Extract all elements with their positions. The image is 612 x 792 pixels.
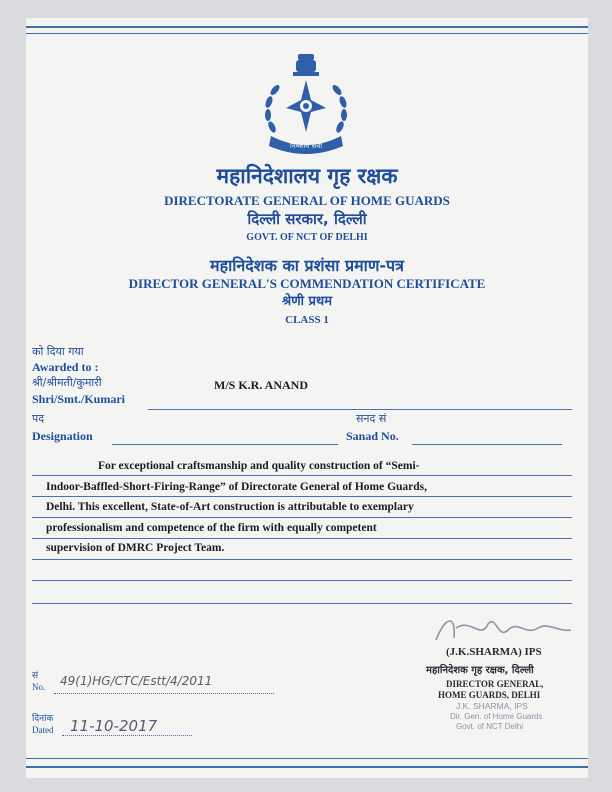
citation-line: Delhi. This excellent, State-of-Art construction is attributable to exemplary — [46, 501, 414, 513]
reference-no-label-hindi: सं — [32, 671, 39, 681]
svg-text:निष्काम सेवा: निष्काम सेवा — [289, 142, 323, 150]
org-name-english: DIRECTORATE GENERAL OF HOME GUARDS — [164, 193, 450, 208]
stamp-line1: Dir. Gen. of Home Guards — [450, 712, 543, 721]
sanad-label: Sanad No. — [346, 429, 399, 443]
citation-line: Indoor-Baffled-Short-Firing-Range” of Directorate General of Home Guards, — [46, 480, 428, 493]
class-hindi: श्रेणी प्रथम — [282, 294, 332, 309]
signatory-title-hindi: महानिदेशक गृह रक्षक, दिल्ली — [426, 665, 534, 676]
citation-rule — [32, 496, 572, 497]
stamp-name: J.K. SHARMA, IPS — [456, 701, 528, 711]
citation-rule — [32, 580, 572, 581]
citation-paragraph — [46, 456, 568, 559]
citation-rule — [32, 603, 572, 604]
designation-label-hindi: पद — [32, 412, 45, 425]
citation-line: For exceptional craftsmanship and quality construction of “Semi- — [98, 460, 420, 472]
org-name-hindi: महानिदेशालय गृह रक्षक — [216, 164, 398, 188]
stamp-line2: Govt. of NCT Delhi — [456, 722, 523, 731]
title-label-hindi: श्री/श्रीमती/कुमारी — [32, 376, 102, 389]
date-label-hindi: दिनांक — [32, 714, 54, 724]
class-english: CLASS 1 — [285, 314, 329, 326]
reference-no-underline — [54, 693, 274, 694]
govt-name-hindi: दिल्ली सरकार, दिल्ली — [247, 210, 367, 228]
bottom-border-rule-inner — [26, 758, 588, 759]
date-underline — [62, 735, 192, 736]
signatory-name: (J.K.SHARMA) IPS — [446, 646, 542, 658]
top-border-rule — [26, 26, 588, 28]
govt-name-english: GOVT. OF NCT OF DELHI — [246, 232, 368, 243]
certificate-title-english: DIRECTOR GENERAL'S COMMENDATION CERTIFICATE — [128, 276, 486, 291]
date-value: 11-10-2017 — [70, 717, 158, 735]
signatory-title-line1: DIRECTOR GENERAL, — [446, 679, 544, 689]
designation-label: Designation — [32, 429, 93, 443]
signature-icon — [426, 610, 576, 648]
awarded-to-label: Awarded to : — [32, 360, 99, 374]
reference-no-label: No. — [32, 682, 46, 692]
sanad-label-hindi: सनद सं — [356, 412, 387, 425]
bottom-border-rule — [26, 766, 588, 768]
title-label: Shri/Smt./Kumari — [32, 392, 126, 406]
top-border-rule-inner — [26, 33, 588, 34]
citation-rule — [32, 517, 572, 518]
citation-rule — [32, 475, 572, 476]
certificate-page — [26, 18, 588, 778]
awardee-underline — [148, 409, 572, 410]
certificate-title-hindi: महानिदेशक का प्रशंसा प्रमाण-पत्र — [210, 256, 404, 275]
citation-line: supervision of DMRC Project Team. — [46, 542, 225, 554]
signatory-title-line2: HOME GUARDS, DELHI — [438, 690, 541, 700]
awarded-to-label-hindi: को दिया गया — [32, 345, 84, 358]
home-guards-emblem-icon — [251, 50, 361, 160]
date-label: Dated — [32, 725, 54, 735]
awardee-name: M/S K.R. ANAND — [214, 378, 309, 392]
reference-no-value: 49(1)HG/CTC/Estt/4/2011 — [60, 674, 213, 688]
citation-rule — [32, 538, 572, 539]
citation-rule — [32, 559, 572, 560]
sanad-underline — [412, 444, 562, 445]
designation-underline — [112, 444, 338, 445]
citation-line: professionalism and competence of the firm with equally competent — [46, 521, 377, 534]
